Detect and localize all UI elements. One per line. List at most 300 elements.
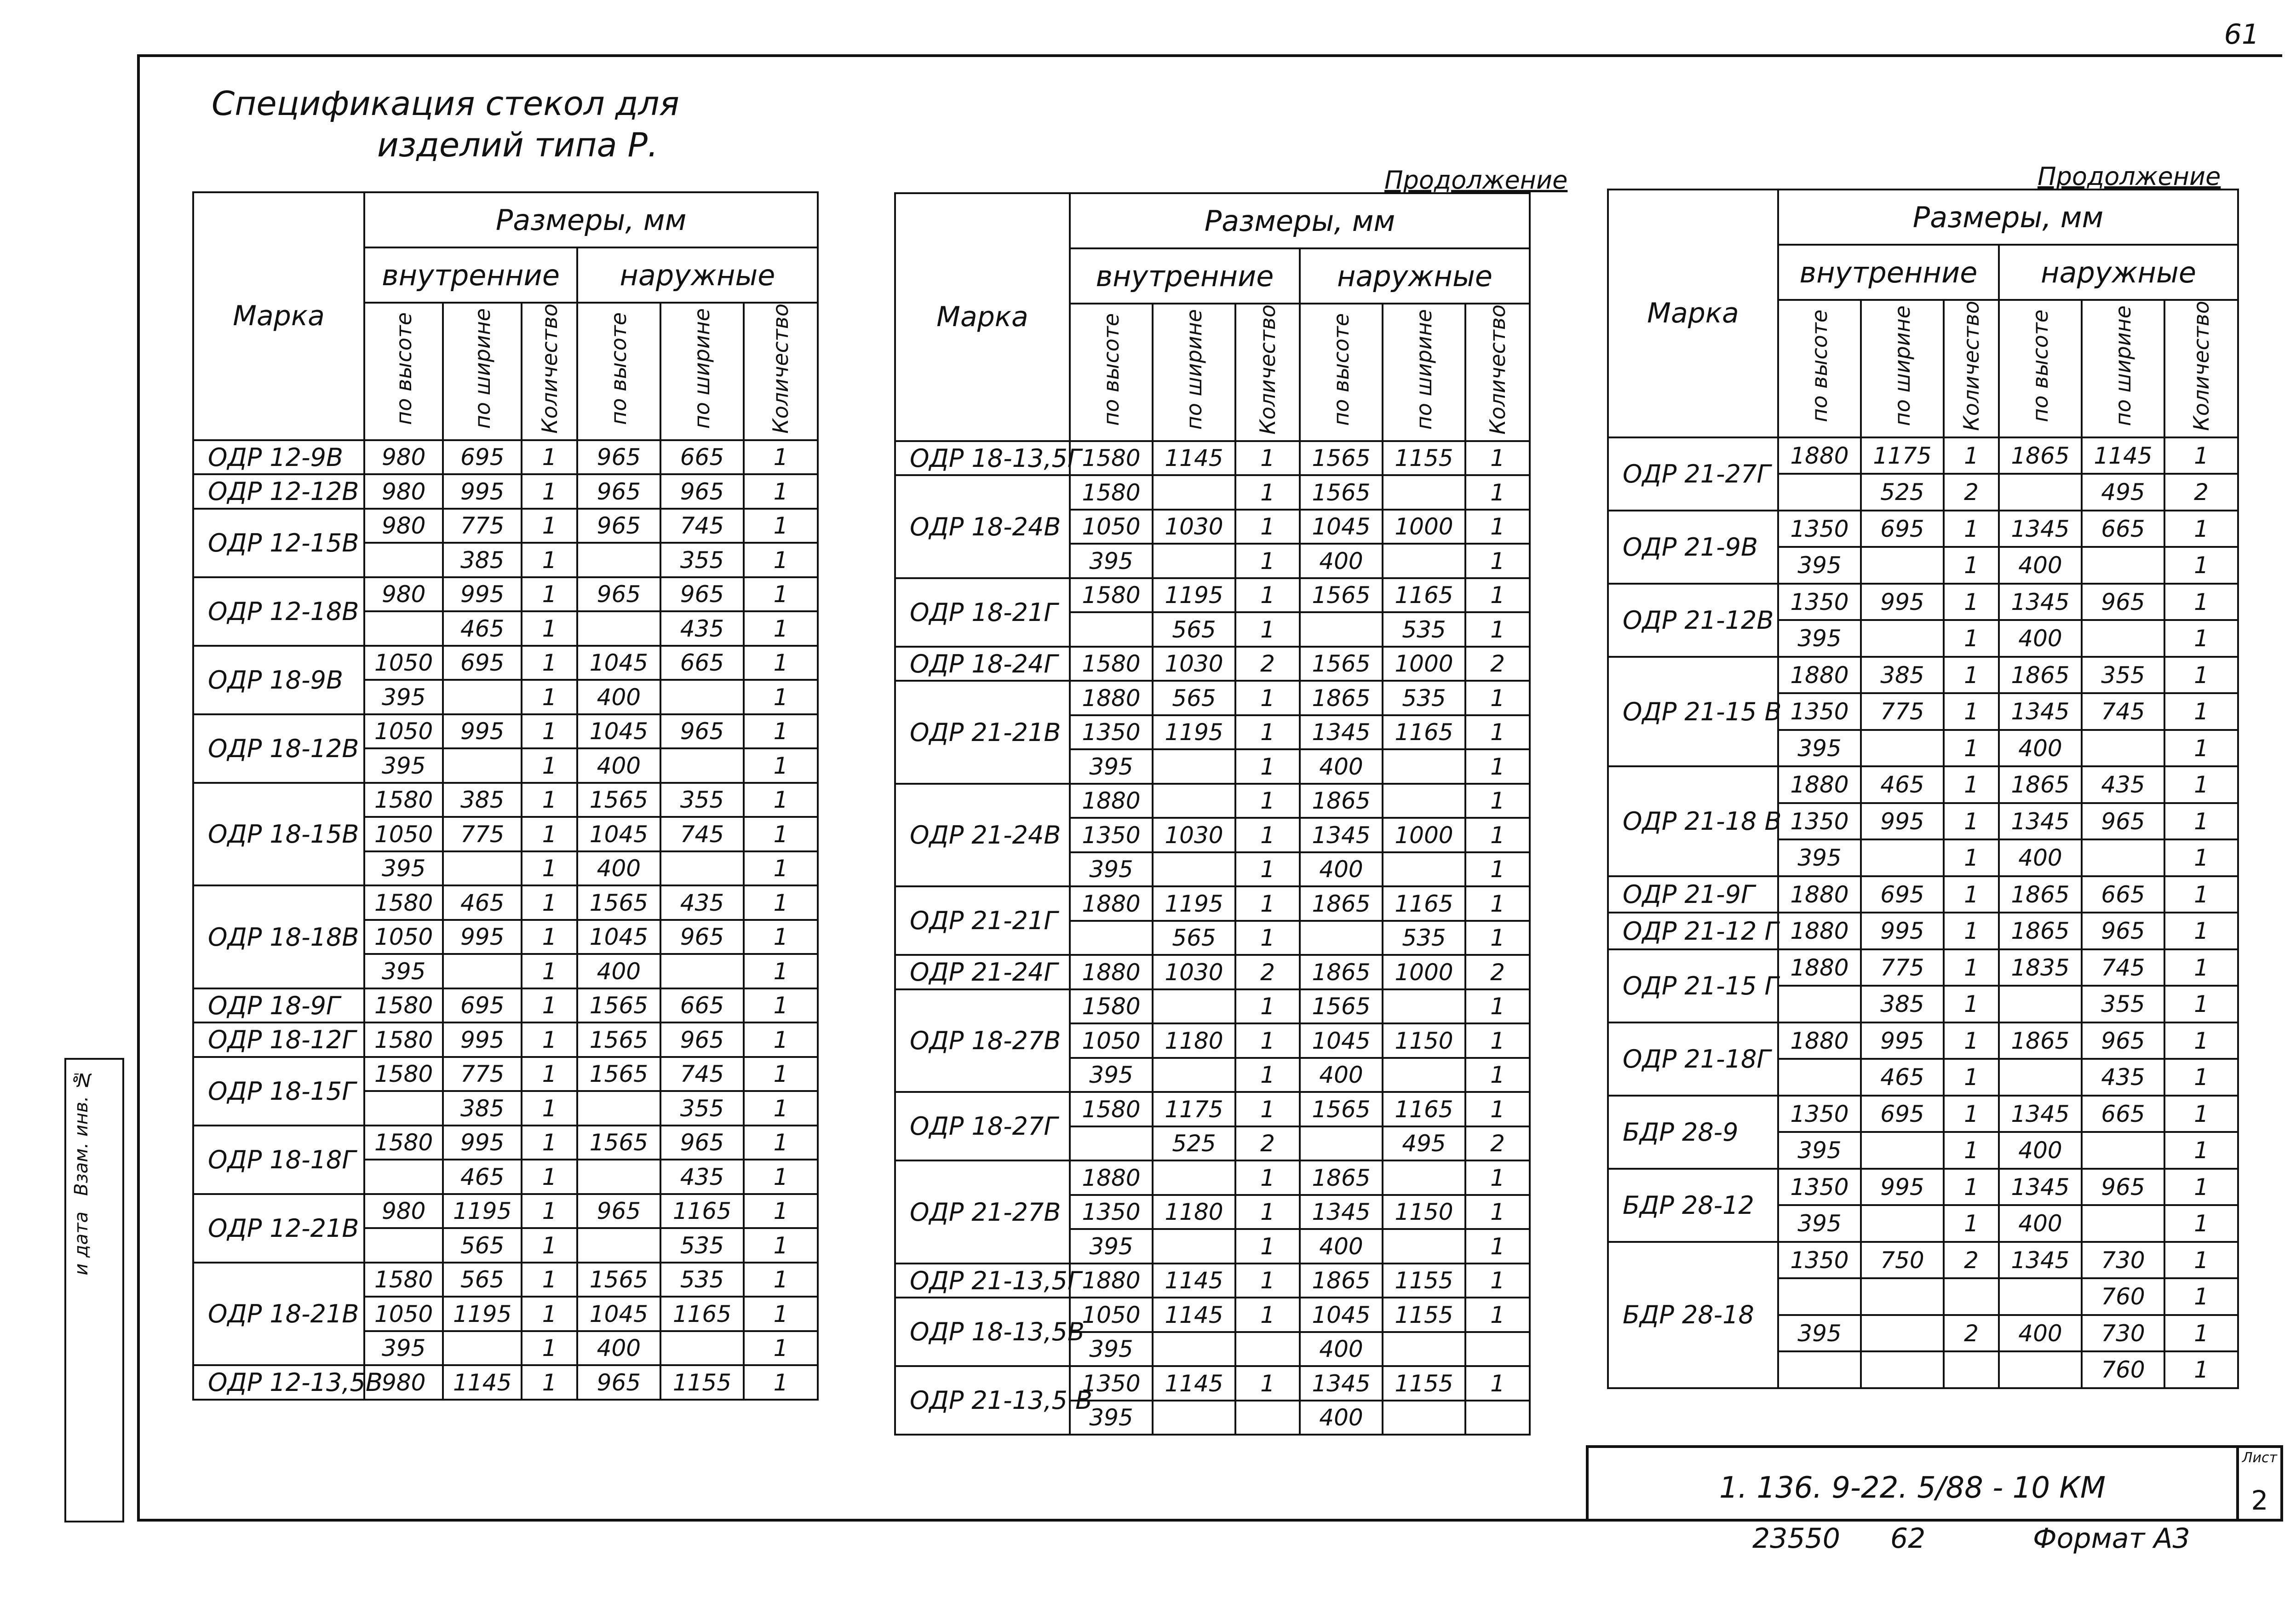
value-cell: 1865 (1999, 876, 2082, 913)
value-cell: 1 (1465, 921, 1530, 955)
value-cell: 1 (744, 954, 818, 988)
value-cell: 1 (744, 851, 818, 886)
col-header-mark: Марка (193, 192, 364, 440)
value-cell: 1880 (1778, 766, 1861, 803)
value-cell (1300, 921, 1383, 955)
value-cell: 1165 (1383, 578, 1465, 613)
value-cell: 1350 (1778, 803, 1861, 840)
value-cell: 495 (2082, 474, 2164, 511)
value-cell: 1565 (577, 1126, 660, 1160)
value-cell: 1580 (1070, 475, 1153, 510)
value-cell: 1 (1944, 949, 1999, 986)
value-cell: 1 (744, 1022, 818, 1057)
spec-table-3 (1607, 189, 2239, 1389)
value-cell: 1 (1235, 1160, 1300, 1195)
value-cell: 1 (1944, 584, 1999, 620)
col-header-height-text: по высоте (391, 312, 416, 425)
value-cell: 745 (660, 509, 744, 543)
continuation-label-2: Продолжение (1384, 166, 1568, 195)
value-cell: 1 (1235, 612, 1300, 647)
value-cell: 1 (2164, 1169, 2238, 1206)
value-cell: 1 (522, 1263, 577, 1297)
value-cell: 355 (2082, 986, 2164, 1022)
value-cell: 1 (522, 543, 577, 577)
value-cell: 1580 (1070, 647, 1153, 681)
value-cell: 1 (1944, 1205, 1999, 1242)
value-cell: 730 (2082, 1315, 2164, 1352)
value-cell: 1195 (1153, 715, 1235, 750)
value-cell: 1 (1465, 1366, 1530, 1401)
value-cell (1778, 986, 1861, 1022)
value-cell: 535 (1383, 921, 1465, 955)
col-header-inner: внутренние (364, 247, 577, 303)
value-cell: 565 (443, 1228, 522, 1263)
value-cell: 1155 (660, 1365, 744, 1400)
value-cell: 1165 (1383, 886, 1465, 921)
value-cell: 395 (1778, 620, 1861, 657)
table-row (1608, 584, 2238, 620)
value-cell (1153, 1160, 1235, 1195)
corner-sheet-number: 61 (2224, 18, 2259, 51)
value-cell: 400 (1300, 749, 1383, 784)
value-cell (1383, 749, 1465, 784)
value-cell: 995 (1861, 1022, 1944, 1059)
value-cell: 1 (522, 1091, 577, 1126)
value-cell (1383, 1160, 1465, 1195)
value-cell: 1865 (1300, 886, 1383, 921)
value-cell: 695 (443, 988, 522, 1023)
value-cell: 1045 (577, 920, 660, 954)
value-cell (1153, 749, 1235, 784)
value-cell: 1880 (1070, 886, 1153, 921)
table-row (193, 1263, 818, 1297)
title-block (1586, 1445, 2239, 1522)
mark-cell: ОДР 21-24Г (895, 955, 1070, 989)
value-cell: 1155 (1383, 441, 1465, 476)
mark-cell: БДР 28-9 (1608, 1096, 1778, 1169)
value-cell: 965 (577, 440, 660, 475)
table-row (193, 1057, 818, 1091)
value-cell: 775 (1861, 949, 1944, 986)
value-cell: 2 (1465, 647, 1530, 681)
value-cell: 965 (2082, 913, 2164, 949)
value-cell: 1155 (1383, 1366, 1465, 1401)
value-cell (1861, 1132, 1944, 1169)
value-cell: 1050 (364, 646, 443, 680)
value-cell: 1 (1235, 1366, 1300, 1401)
spec-table-1 (192, 191, 819, 1401)
value-cell: 1 (1944, 803, 1999, 840)
value-cell: 400 (577, 748, 660, 783)
value-cell: 1 (1944, 657, 1999, 694)
value-cell (1153, 1401, 1235, 1435)
value-cell: 965 (2082, 584, 2164, 620)
table-row (1608, 766, 2238, 803)
value-cell: 1 (2164, 730, 2238, 767)
mark-cell: ОДР 21-21Г (895, 886, 1070, 955)
value-cell: 1865 (1300, 1160, 1383, 1195)
value-cell: 1565 (1300, 441, 1383, 476)
col-header-outer: наружные (577, 247, 818, 303)
value-cell: 980 (364, 509, 443, 543)
col-header-qty-text: Количество (1959, 301, 1984, 431)
value-cell: 980 (364, 440, 443, 475)
value-cell: 1 (1235, 784, 1300, 818)
value-cell (1861, 1315, 1944, 1352)
value-cell: 1 (1235, 1229, 1300, 1264)
value-cell: 1 (2164, 876, 2238, 913)
table-row (1608, 437, 2238, 474)
value-cell (1153, 475, 1235, 510)
value-cell: 1 (2164, 1351, 2238, 1388)
value-cell: 1880 (1778, 949, 1861, 986)
value-cell: 1 (1465, 715, 1530, 750)
value-cell: 395 (1070, 852, 1153, 887)
table-row (193, 783, 818, 817)
col-header-height (364, 303, 443, 440)
value-cell: 695 (443, 646, 522, 680)
value-cell: 1 (744, 1057, 818, 1091)
value-cell: 1345 (1999, 1169, 2082, 1206)
value-cell: 400 (577, 1331, 660, 1366)
col-header-width (1383, 304, 1465, 441)
mark-cell: ОДР 12-12В (193, 474, 364, 509)
col-header-height (1999, 300, 2082, 437)
table-row (193, 509, 818, 543)
value-cell: 1 (2164, 620, 2238, 657)
value-cell: 995 (443, 577, 522, 612)
value-cell: 1 (1944, 1132, 1999, 1169)
mark-cell: ОДР 18-13,5Г (895, 441, 1070, 476)
value-cell: 745 (660, 1057, 744, 1091)
value-cell: 435 (2082, 766, 2164, 803)
value-cell: 355 (660, 1091, 744, 1126)
value-cell: 1 (2164, 949, 2238, 986)
value-cell: 1565 (577, 1057, 660, 1091)
value-cell: 395 (1778, 839, 1861, 876)
col-header-height-text: по высоте (1329, 313, 1354, 426)
value-cell: 400 (1300, 1401, 1383, 1435)
value-cell: 1345 (1999, 1242, 2082, 1279)
mark-cell: ОДР 21-13,5 В (895, 1366, 1070, 1435)
value-cell: 400 (1999, 620, 2082, 657)
value-cell: 400 (1300, 1332, 1383, 1367)
value-cell: 1175 (1861, 437, 1944, 474)
value-cell: 1 (744, 817, 818, 851)
col-header-mark: Марка (895, 193, 1070, 441)
col-header-width (1153, 304, 1235, 441)
mark-cell: ОДР 18-9В (193, 646, 364, 714)
value-cell: 1 (1235, 921, 1300, 955)
value-cell: 395 (1778, 1132, 1861, 1169)
value-cell (660, 1331, 744, 1366)
sheet-label: Лист (2242, 1450, 2278, 1466)
value-cell: 400 (1300, 1058, 1383, 1092)
table-row (1608, 949, 2238, 986)
value-cell: 965 (577, 1365, 660, 1400)
mark-cell: ОДР 18-21Г (895, 578, 1070, 647)
value-cell: 1030 (1153, 510, 1235, 544)
mark-cell: ОДР 18-15В (193, 783, 364, 886)
value-cell (1999, 1351, 2082, 1388)
value-cell: 1 (522, 1057, 577, 1091)
value-cell: 1565 (1300, 1092, 1383, 1126)
table-row (895, 1264, 1530, 1298)
value-cell: 1 (522, 1365, 577, 1400)
value-cell: 525 (1153, 1126, 1235, 1161)
side-stamp-strip (64, 1058, 124, 1522)
value-cell (1153, 989, 1235, 1024)
value-cell: 1 (2164, 803, 2238, 840)
value-cell: 1835 (1999, 949, 2082, 986)
value-cell: 1 (1235, 1092, 1300, 1126)
value-cell (660, 851, 744, 886)
value-cell (1861, 839, 1944, 876)
value-cell: 395 (364, 748, 443, 783)
value-cell: 775 (443, 817, 522, 851)
table-row (1608, 876, 2238, 913)
value-cell (1300, 612, 1383, 647)
value-cell: 1880 (1778, 437, 1861, 474)
value-cell (1944, 1278, 1999, 1315)
value-cell: 1 (522, 611, 577, 646)
table-row (193, 714, 818, 749)
value-cell: 400 (577, 954, 660, 988)
value-cell: 2 (1235, 955, 1300, 989)
table-row (895, 475, 1530, 510)
value-cell: 1150 (1383, 1195, 1465, 1229)
value-cell: 1180 (1153, 1195, 1235, 1229)
value-cell (1383, 1401, 1465, 1435)
value-cell: 395 (1070, 1229, 1153, 1264)
table-row (895, 1298, 1530, 1332)
col-header-height (1070, 304, 1153, 441)
value-cell: 1880 (1070, 955, 1153, 989)
value-cell: 465 (443, 885, 522, 920)
col-header-sizes: Размеры, мм (1778, 190, 2238, 245)
value-cell: 995 (1861, 1169, 1944, 1206)
value-cell: 695 (1861, 876, 1944, 913)
value-cell (443, 954, 522, 988)
value-cell: 1 (744, 474, 818, 509)
value-cell: 1000 (1383, 818, 1465, 852)
col-header-qty (522, 303, 577, 440)
value-cell (364, 543, 443, 577)
value-cell: 1 (522, 577, 577, 612)
table-row (895, 441, 1530, 476)
value-cell: 1 (1235, 544, 1300, 578)
value-cell (364, 1160, 443, 1194)
col-header-width (443, 303, 522, 440)
value-cell: 1350 (1778, 511, 1861, 547)
value-cell: 760 (2082, 1351, 2164, 1388)
value-cell: 465 (443, 1160, 522, 1194)
col-header-mark: Марка (1608, 190, 1778, 437)
value-cell: 1 (744, 1331, 818, 1366)
value-cell (1070, 612, 1153, 647)
value-cell: 980 (364, 1365, 443, 1400)
value-cell: 400 (1999, 1132, 2082, 1169)
value-cell (1153, 1058, 1235, 1092)
value-cell: 400 (1999, 1205, 2082, 1242)
value-cell: 995 (1861, 803, 1944, 840)
value-cell: 2 (1944, 1242, 1999, 1279)
value-cell (2082, 839, 2164, 876)
value-cell (1861, 1351, 1944, 1388)
value-cell: 1 (2164, 657, 2238, 694)
value-cell: 1 (2164, 693, 2238, 730)
value-cell (1999, 1059, 2082, 1096)
value-cell: 1000 (1383, 510, 1465, 544)
value-cell: 385 (443, 1091, 522, 1126)
value-cell: 775 (443, 1057, 522, 1091)
value-cell: 1 (1944, 839, 1999, 876)
table-row (1608, 511, 2238, 547)
value-cell: 760 (2082, 1278, 2164, 1315)
value-cell: 1 (1944, 1059, 1999, 1096)
value-cell: 1 (522, 1126, 577, 1160)
mark-cell: ОДР 18-24Г (895, 647, 1070, 681)
value-cell: 995 (443, 1022, 522, 1057)
value-cell (577, 1228, 660, 1263)
value-cell: 965 (660, 1126, 744, 1160)
value-cell: 1 (744, 1091, 818, 1126)
value-cell: 995 (1861, 584, 1944, 620)
value-cell: 1880 (1070, 681, 1153, 715)
value-cell: 395 (1070, 749, 1153, 784)
value-cell: 1865 (1300, 784, 1383, 818)
value-cell: 1050 (364, 920, 443, 954)
value-cell (1235, 1401, 1300, 1435)
value-cell: 1 (2164, 1205, 2238, 1242)
value-cell (1070, 921, 1153, 955)
mark-cell: ОДР 21-21В (895, 681, 1070, 784)
mark-cell: ОДР 21-13,5Г (895, 1264, 1070, 1298)
value-cell: 1145 (1153, 441, 1235, 476)
value-cell: 1 (1944, 1096, 1999, 1132)
value-cell: 1050 (364, 1297, 443, 1331)
value-cell (1465, 1332, 1530, 1367)
value-cell: 1 (1235, 1058, 1300, 1092)
col-header-height (1300, 304, 1383, 441)
value-cell: 1195 (1153, 578, 1235, 613)
value-cell: 1 (522, 1194, 577, 1229)
mark-cell: ОДР 18-21В (193, 1263, 364, 1366)
table-row (895, 1366, 1530, 1401)
value-cell: 665 (2082, 876, 2164, 913)
value-cell: 1050 (1070, 1023, 1153, 1058)
value-cell (1861, 547, 1944, 584)
value-cell: 400 (577, 680, 660, 714)
value-cell: 995 (443, 1126, 522, 1160)
value-cell: 1880 (1070, 1160, 1153, 1195)
col-header-qty (2164, 300, 2238, 437)
value-cell (443, 680, 522, 714)
value-cell: 1 (1944, 547, 1999, 584)
value-cell: 965 (660, 577, 744, 612)
value-cell: 965 (577, 474, 660, 509)
value-cell (1383, 475, 1465, 510)
value-cell: 1345 (1999, 803, 2082, 840)
value-cell: 395 (1070, 544, 1153, 578)
value-cell (1383, 1229, 1465, 1264)
value-cell: 1 (522, 1297, 577, 1331)
col-header-qty-text: Количество (537, 304, 562, 434)
value-cell: 1345 (1999, 584, 2082, 620)
col-header-qty (744, 303, 818, 440)
value-cell (2082, 730, 2164, 767)
value-cell: 1145 (1153, 1366, 1235, 1401)
value-cell: 1 (522, 817, 577, 851)
col-header-qty-text: Количество (1255, 304, 1280, 435)
value-cell: 2 (2164, 474, 2238, 511)
table-row (895, 886, 1530, 921)
value-cell: 1865 (1999, 913, 2082, 949)
value-cell: 1 (522, 851, 577, 886)
value-cell: 1 (522, 680, 577, 714)
value-cell: 395 (1778, 1205, 1861, 1242)
value-cell (1383, 784, 1465, 818)
value-cell (1153, 1229, 1235, 1264)
value-cell: 1565 (577, 1022, 660, 1057)
mark-cell: ОДР 18-18Г (193, 1126, 364, 1194)
value-cell: 1865 (1300, 955, 1383, 989)
mark-cell: ОДР 18-24В (895, 475, 1070, 578)
value-cell: 1165 (1383, 1092, 1465, 1126)
value-cell: 1195 (1153, 886, 1235, 921)
value-cell: 465 (1861, 1059, 1944, 1096)
mark-cell: ОДР 18-12В (193, 714, 364, 783)
value-cell: 995 (443, 474, 522, 509)
title-line-1: Спецификация стекол для (212, 84, 679, 123)
value-cell: 395 (1778, 1315, 1861, 1352)
value-cell: 1 (1465, 1023, 1530, 1058)
value-cell: 1145 (2082, 437, 2164, 474)
value-cell: 1865 (1300, 1264, 1383, 1298)
value-cell: 1 (522, 954, 577, 988)
value-cell: 1 (2164, 511, 2238, 547)
value-cell: 1045 (577, 817, 660, 851)
mark-cell: ОДР 18-9Г (193, 988, 364, 1023)
value-cell: 1 (1465, 612, 1530, 647)
col-header-width-text: по ширине (1412, 309, 1436, 430)
value-cell: 980 (364, 1194, 443, 1229)
value-cell: 1 (1944, 693, 1999, 730)
value-cell (1235, 1332, 1300, 1367)
value-cell: 355 (660, 543, 744, 577)
value-cell: 400 (1999, 730, 2082, 767)
value-cell (1383, 1332, 1465, 1367)
value-cell: 1000 (1383, 955, 1465, 989)
value-cell: 1 (2164, 1022, 2238, 1059)
value-cell: 1565 (1300, 578, 1383, 613)
table-row (193, 885, 818, 920)
value-cell: 1 (1944, 1169, 1999, 1206)
value-cell: 1865 (1999, 437, 2082, 474)
table-row (193, 988, 818, 1023)
table-row (895, 1160, 1530, 1195)
mark-cell: ОДР 21-18 В (1608, 766, 1778, 876)
mark-cell: ОДР 12-9В (193, 440, 364, 475)
value-cell: 1 (2164, 913, 2238, 949)
value-cell: 1 (1465, 544, 1530, 578)
value-cell: 965 (577, 1194, 660, 1229)
value-cell: 1 (1465, 886, 1530, 921)
value-cell: 1345 (1300, 715, 1383, 750)
value-cell: 1 (1465, 1160, 1530, 1195)
mark-cell: ОДР 21-15 Г (1608, 949, 1778, 1022)
value-cell: 1580 (1070, 989, 1153, 1024)
